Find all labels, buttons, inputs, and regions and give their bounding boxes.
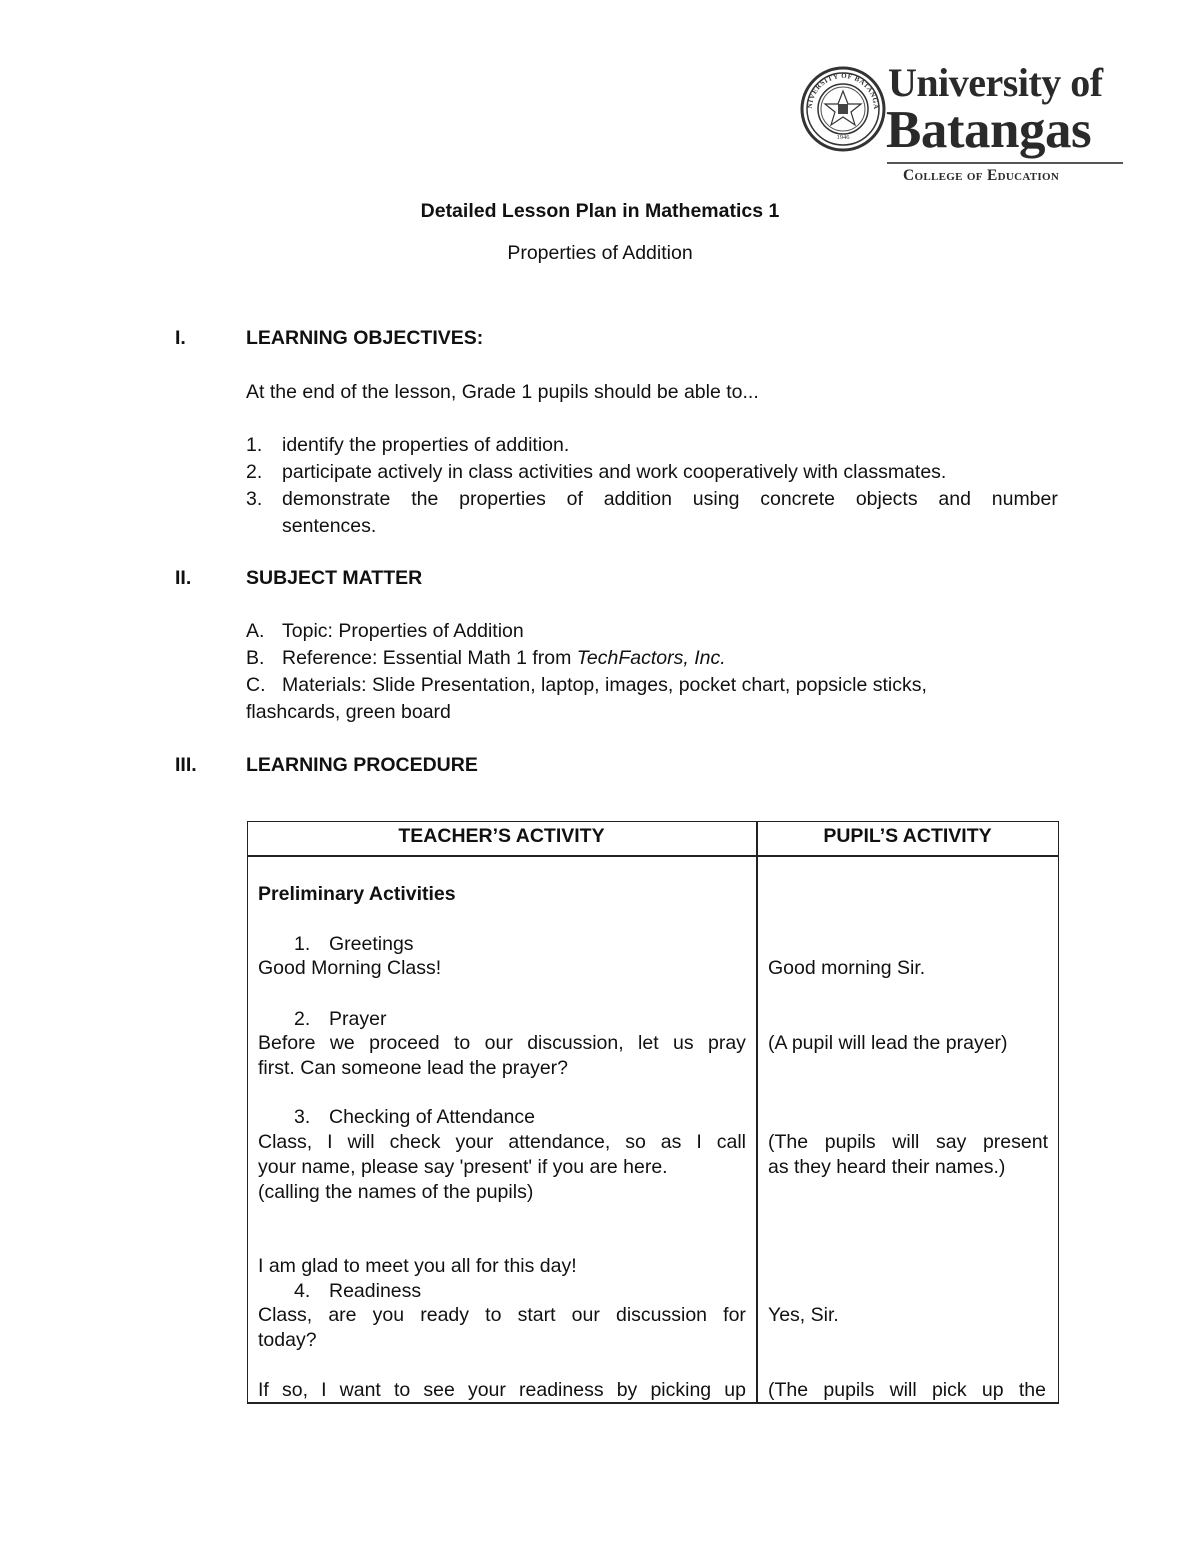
objective-number: 2. (246, 461, 263, 483)
section-title-procedure: LEARNING PROCEDURE (246, 754, 478, 776)
preliminary-activities-heading: Preliminary Activities (258, 883, 456, 905)
subject-item-letter: C. (246, 674, 266, 696)
word: to (393, 1379, 411, 1401)
activity-step-readiness: Readiness (329, 1280, 422, 1302)
activity-step-greetings: Greetings (329, 933, 414, 955)
activity-step-number: 2. (294, 1008, 311, 1030)
pupil-readiness: Yes, Sir. (768, 1304, 839, 1326)
word: will (892, 1131, 920, 1153)
table-header-divider (247, 855, 1059, 857)
word: attendance, (508, 1131, 611, 1153)
word: our (484, 1032, 513, 1054)
word: readiness (519, 1379, 604, 1401)
word: say (935, 1131, 967, 1153)
word: are (328, 1304, 357, 1326)
word: by (616, 1379, 638, 1401)
teacher-activity-header: TEACHER’S ACTIVITY (398, 825, 605, 847)
teacher-readiness-continued: today? (258, 1329, 317, 1351)
word: up (724, 1379, 746, 1401)
activity-step-attendance: Checking of Attendance (329, 1106, 535, 1128)
subject-item-letter: B. (246, 647, 265, 669)
teacher-greeting: Good Morning Class! (258, 957, 442, 979)
reference-publisher: TechFactors, Inc. (576, 647, 726, 669)
word: using (692, 488, 740, 510)
word: we (329, 1032, 355, 1054)
objective-item: participate actively in class activities and work cooperatively with classmates. (282, 461, 947, 483)
word: present (982, 1131, 1048, 1153)
pupil-attendance-continued: as they heard their names.) (768, 1156, 1006, 1178)
word: picking (650, 1379, 712, 1401)
word: If (258, 1379, 269, 1401)
pupil-readiness-response (768, 1378, 1046, 1403)
word: objects (855, 488, 918, 510)
document-title: Detailed Lesson Plan in Mathematics 1 (420, 200, 780, 222)
teacher-readiness-instruction (258, 1378, 746, 1403)
word: Class, (258, 1304, 313, 1326)
section-title-objectives: LEARNING OBJECTIVES: (246, 327, 484, 349)
objective-number: 3. (246, 488, 263, 510)
objectives-intro: At the end of the lesson, Grade 1 pupils should be able to... (246, 381, 759, 403)
word: I (327, 1131, 333, 1153)
word: let (638, 1032, 659, 1054)
word: proceed (369, 1032, 440, 1054)
teacher-glad-remark: I am glad to meet you all for this day! (258, 1255, 577, 1277)
objective-item: identify the properties of addition. (282, 434, 570, 456)
objective-item-continued: sentences. (282, 515, 377, 537)
activity-step-number: 1. (294, 933, 311, 955)
word: want (339, 1379, 381, 1401)
university-seal-logo (800, 66, 886, 152)
section-title-subject-matter: SUBJECT MATTER (246, 567, 423, 589)
word: the (1018, 1379, 1046, 1401)
subject-item-letter: A. (246, 620, 265, 642)
word: will (347, 1131, 375, 1153)
subject-topic: Topic: Properties of Addition (282, 620, 524, 642)
table-column-divider (756, 821, 758, 1403)
pupil-greeting: Good morning Sir. (768, 957, 926, 979)
word: pupils (823, 1379, 875, 1401)
logo-divider (887, 162, 1123, 164)
pupil-attendance (768, 1130, 1048, 1155)
activity-step-number: 4. (294, 1280, 311, 1302)
word: of (566, 488, 583, 510)
word: addition (603, 488, 672, 510)
word: ready (420, 1304, 470, 1326)
teacher-prayer (258, 1031, 746, 1056)
word: so (625, 1131, 646, 1153)
teacher-readiness (258, 1303, 746, 1328)
word: discussion (615, 1304, 708, 1326)
word: to (485, 1304, 502, 1326)
word: and (938, 488, 971, 510)
activity-step-number: 3. (294, 1106, 311, 1128)
word: number (991, 488, 1058, 510)
word: for (723, 1304, 746, 1326)
word: your (467, 1379, 506, 1401)
word: you (372, 1304, 405, 1326)
word: check (389, 1131, 441, 1153)
objective-item (282, 486, 1058, 512)
word: discussion, (527, 1032, 624, 1054)
teacher-prayer-continued: first. Can someone lead the prayer? (258, 1057, 569, 1079)
pupil-activity-header: PUPIL’S ACTIVITY (823, 825, 992, 847)
teacher-attendance (258, 1130, 746, 1155)
logo-batangas: Batangas (886, 101, 1092, 159)
section-number-3: III. (175, 754, 197, 776)
word: call (716, 1131, 746, 1153)
word: our (571, 1304, 600, 1326)
teacher-attendance-continued: your name, please say 'present' if you are here. (258, 1156, 668, 1178)
section-number-1: I. (175, 327, 186, 349)
word: as (660, 1131, 682, 1153)
word: pray (708, 1032, 746, 1054)
word: Before (258, 1032, 316, 1054)
teacher-attendance-note: (calling the names of the pupils) (258, 1181, 534, 1203)
word: the (411, 488, 439, 510)
document-subtitle: Properties of Addition (507, 242, 693, 264)
word: start (517, 1304, 556, 1326)
word: demonstrate (282, 488, 391, 510)
word: I (321, 1379, 327, 1401)
word: up (981, 1379, 1004, 1401)
subject-materials: Materials: Slide Presentation, laptop, images, pocket chart, popsicle sticks, (282, 674, 927, 696)
pupil-prayer: (A pupil will lead the prayer) (768, 1032, 1008, 1054)
word: (The (768, 1131, 809, 1153)
word: concrete (760, 488, 836, 510)
seal-text: NIVERSITY OF BATANGA (805, 71, 881, 110)
word: pick (931, 1379, 967, 1401)
word: your (455, 1131, 494, 1153)
word: I (696, 1131, 702, 1153)
word: properties (459, 488, 546, 510)
subject-materials-continued: flashcards, green board (246, 701, 451, 723)
logo-university-of: University of (888, 60, 1103, 105)
word: pupils (824, 1131, 876, 1153)
word: see (423, 1379, 455, 1401)
word: (The (768, 1379, 809, 1401)
logo-college-of-education: College of Education (903, 167, 1060, 184)
reference-text: Reference: Essential Math 1 from (282, 647, 577, 669)
word: so, (281, 1379, 308, 1401)
seal-year: 1946 (836, 134, 850, 141)
section-number-2: II. (175, 567, 192, 589)
word: will (889, 1379, 917, 1401)
word: Class, (258, 1131, 313, 1153)
word: to (453, 1032, 471, 1054)
word: us (673, 1032, 694, 1054)
objective-number: 1. (246, 434, 263, 456)
subject-reference (282, 645, 726, 671)
activity-step-prayer: Prayer (329, 1008, 387, 1030)
